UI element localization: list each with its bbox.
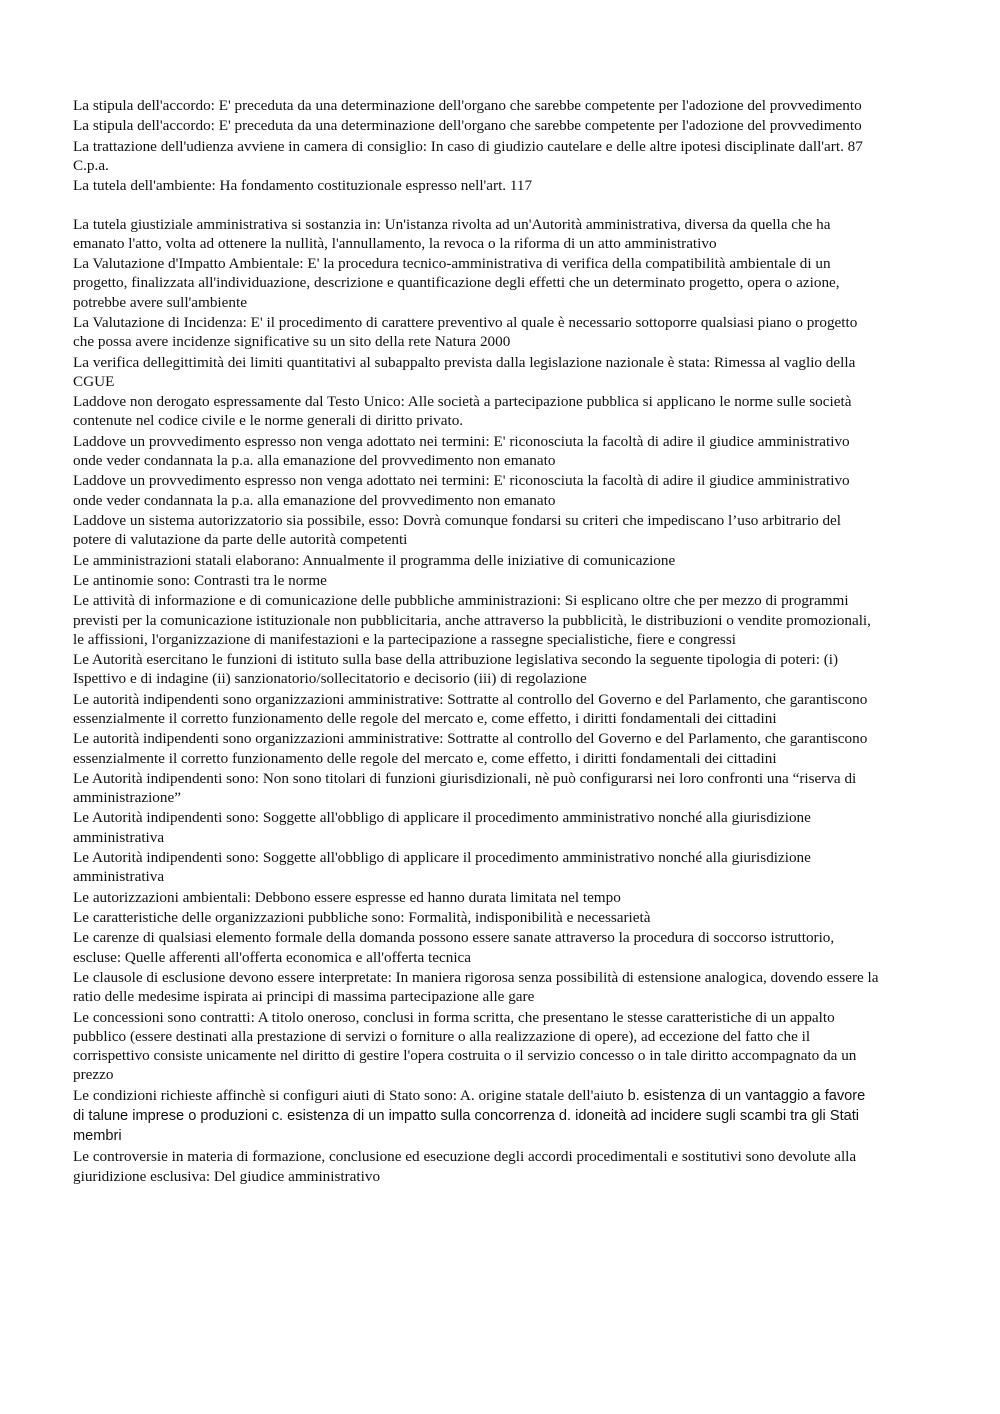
entry-valutazione-incidenza: La Valutazione di Incidenza: E' il procedimento di carattere preventivo al quale è necessario sottoporre qualsiasi piano o progetto che possa avere incidenze significative su un sito della rete Natura 2000 bbox=[73, 313, 858, 351]
entry-controversie-accordi: Le controversie in materia di formazione, conclusione ed esecuzione degli accordi procedimentali e sostitutivi sono devolute alla giuridizione esclusiva: Del giudice amministrativo bbox=[73, 1148, 857, 1185]
document-page bbox=[73, 96, 879, 1187]
entry-concessioni: Le concessioni sono contratti: A titolo oneroso, conclusi in forma scritta, che presentano le stesse caratteristiche di un appalto pubblico (essere destinati alla prestazione di servizi o forniture o alla realizzazione di opere), ad eccezione del fatto che il corrispettivo consiste unicamente nel diritto di gestire l'opera costruita o il servizio concesso o in tale diritto accompagnato da un prezzo bbox=[73, 1008, 857, 1084]
entry-stipula-1: La stipula dell'accordo: E' preceduta da una determinazione dell'organo che sarebbe competente per l'adozione del provvedimento bbox=[73, 97, 862, 114]
entry-amministrazioni-statali: Le amministrazioni statali elaborano: Annualmente il programma delle iniziative di comunicazione bbox=[73, 551, 676, 569]
entry-testo-unico: Laddove non derogato espressamente dal Testo Unico: Alle società a partecipazione pubblica si applicano le norme sulle società contenute nel codice civile e le norme generali di diritto privato. bbox=[73, 393, 852, 430]
entry-provvedimento-1: Laddove un provvedimento espresso non venga adottato nei termini: E' riconosciuta la facoltà di adire il giudice amministrativo onde veder condannata la p.a. alla emanazione del provvedimento non emanato bbox=[73, 432, 850, 469]
entry-caratteristiche-organizzazioni: Le caratteristiche delle organizzazioni pubbliche sono: Formalità, indisponibilità e necessarietà bbox=[73, 909, 651, 927]
entry-autorita-soggette-1: Le Autorità indipendenti sono: Soggette all'obbligo di applicare il procedimento amministrativo nonché alla giurisdizione amministrativa bbox=[73, 809, 811, 846]
entry-verifica-subappalto: La verifica dellegittimità dei limiti quantitativi al subappalto prevista dalla legislazione nazionale è stata: Rimessa al vaglio della CGUE bbox=[73, 353, 856, 390]
entry-autorita-soggette-2: Le Autorità indipendenti sono: Soggette all'obbligo di applicare il procedimento amministrativo nonché alla giurisdizione amministrativa bbox=[73, 849, 811, 886]
entry-via: La Valutazione d'Impatto Ambientale: E' la procedura tecnico-amministrativa di verifica della compatibilità ambientale di un progetto, finalizzata all'individuazione, descrizione e quantificazione degli effetti che un determinato progetto, opera o azione, potrebbe avere sull'ambiente bbox=[73, 255, 840, 311]
entry-autorita-indipendenti-2: Le autorità indipendenti sono organizzazioni amministrative: Sottratte al controllo del Governo e del Parlamento, che garantiscono essenzialmente il corretto funzionamento delle regole del mercato e, come effetto, i diritti fondamentali dei cittadini bbox=[73, 730, 868, 767]
entry-aiuti-di-stato bbox=[73, 1086, 879, 1147]
entry-provvedimento-2: Laddove un provvedimento espresso non venga adottato nei termini: E' riconosciuta la facoltà di adire il giudice amministrativo onde veder condannata la p.a. alla emanazione del provvedimento non emanato bbox=[73, 472, 850, 509]
entry-tutela-giustiziale: La tutela giustiziale amministrativa si sostanzia in: Un'istanza rivolta ad un'Autorità amministrativa, diversa da quella che ha emanato l'atto, volta ad ottenere la nullità, l'annullamento, la revoca o la riforma di un atto amministrativo bbox=[73, 215, 831, 252]
entry-sistema-autorizzatorio: Laddove un sistema autorizzatorio sia possibile, esso: Dovrà comunque fondarsi su criteri che impediscano l’uso arbitrario del potere di valutazione da parte delle autorità competenti bbox=[73, 511, 842, 549]
entry-autorita-funzioni: Le Autorità esercitano le funzioni di istituto sulla base della attribuzione legislativa secondo la seguente tipologia di poteri: (i) Ispettivo e di indagine (ii) sanzionatorio/sollecitatorio e decisorio (iii) di regolazione bbox=[73, 651, 839, 688]
entry-tutela-ambiente: La tutela dell'ambiente: Ha fondamento costituzionale espresso nell'art. 117 bbox=[73, 177, 533, 195]
entry-aiuti-serif-text: Le condizioni richieste affinchè si configuri aiuti di Stato sono: A. origine statale dell'aiuto bbox=[73, 1086, 628, 1104]
entry-aiuti-sans-text: b. esistenza di un vantaggio a favore di talune imprese o produzioni c. esistenza di un impatto sulla concorrenza d. idoneità ad incidere sugli scambi tra gli Stati membri bbox=[73, 1087, 866, 1145]
entry-autorita-riserva: Le Autorità indipendenti sono: Non sono titolari di funzioni giurisdizionali, nè può configurarsi nei loro confronti una “riserva di amministrazione” bbox=[73, 769, 857, 807]
entry-soccorso-istruttorio: Le carenze di qualsiasi elemento formale della domanda possono essere sanate attraverso la procedura di soccorso istruttorio, escluse: Quelle afferenti all'offerta economica e all'offerta tecnica bbox=[73, 929, 835, 966]
entry-autorizzazioni-ambientali: Le autorizzazioni ambientali: Debbono essere espresse ed hanno durata limitata nel tempo bbox=[73, 888, 621, 906]
entry-trattazione-udienza: La trattazione dell'udienza avviene in camera di consiglio: In caso di giudizio cautelare e delle altre ipotesi disciplinate dall'art. 87 C.p.a. bbox=[73, 137, 863, 174]
entry-antinomie: Le antinomie sono: Contrasti tra le norme bbox=[73, 571, 327, 589]
entry-stipula-2: La stipula dell'accordo: E' preceduta da una determinazione dell'organo che sarebbe competente per l'adozione del provvedimento bbox=[73, 117, 862, 135]
entry-autorita-indipendenti-1: Le autorità indipendenti sono organizzazioni amministrative: Sottratte al controllo del Governo e del Parlamento, che garantiscono essenzialmente il corretto funzionamento delle regole del mercato e, come effetto, i diritti fondamentali dei cittadini bbox=[73, 690, 868, 727]
entry-attivita-informazione: Le attività di informazione e di comunicazione delle pubbliche amministrazioni: Si esplicano oltre che per mezzo di programmi previsti per la comunicazione istituzionale non pubblicitaria, anche attraverso la pubblicità, le distribuzioni o vendite promozionali, le affissioni, l'organizzazione di manifestazioni e la partecipazione a rassegne specialistiche, fiere e congressi bbox=[73, 592, 871, 648]
entry-clausole-esclusione: Le clausole di esclusione devono essere interpretate: In maniera rigorosa senza possibilità di estensione analogica, dovendo essere la ratio delle medesime ispirata ai principi di massima partecipazione alle gare bbox=[73, 969, 879, 1006]
